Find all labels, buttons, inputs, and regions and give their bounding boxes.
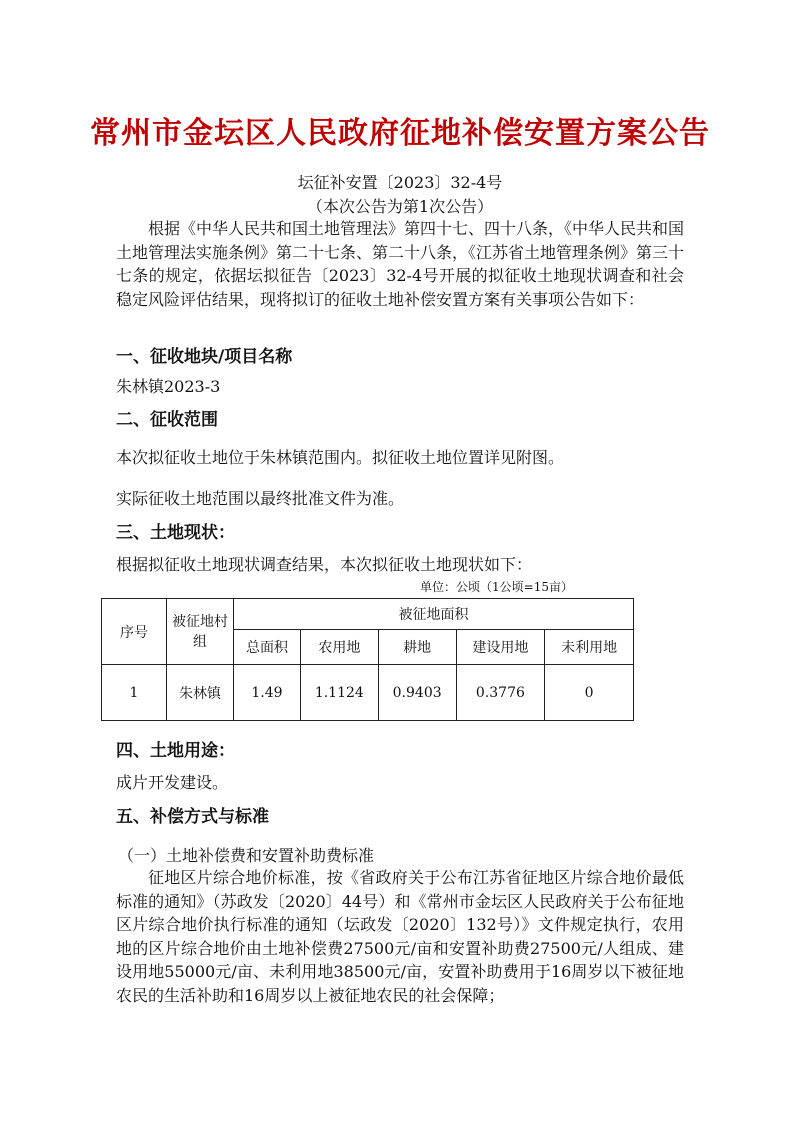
document-number: 坛征补安置〔2023〕32-4号 [297,173,503,192]
cell-village-group: 朱林镇 [167,665,234,721]
status-text: 根据拟征收土地现状调查结果，本次拟征收土地现状如下： [116,555,533,574]
project-name: 朱林镇2023-3 [116,377,221,396]
section-2-heading: 二、征收范围 [116,410,218,430]
header-construction: 建设用地 [456,630,545,665]
header-village-group: 被征地村组 [167,599,234,665]
subsection-heading: （一）土地补偿费和安置补助费标准 [118,846,375,865]
land-status-table [101,598,634,721]
section-1-heading: 一、征收地块/项目名称 [116,347,293,367]
header-arable: 耕地 [378,630,456,665]
page-title: 常州市金坛区人民政府征地补偿安置方案公告 [90,116,710,151]
unit-note: 单位：公顷（1公顷=15亩） [420,580,573,594]
header-total-area: 总面积 [234,630,301,665]
cell-index: 1 [102,665,167,721]
section-5-heading: 五、补偿方式与标准 [116,807,269,827]
header-index: 序号 [102,599,167,665]
compensation-paragraph: 征地区片综合地价标准，按《省政府关于公布江苏省征地区片综合地价最低标准的通知》（苏政发〔2020〕44号）和《常州市金坛区人民政府关于公布征地区片综合地价执行标准的通知（坛政发〔2020〕132号）》文件规定执行，农用地的区片综合地价由土地补偿费27500元/亩和安置补助费27500元/人组成、建设用地55000元/亩、未利用地38500元/亩，安置补助费用于16周岁以下被征地农民的生活补助和16周岁以上被征地农民的社会保障； [116,868,684,1005]
cell-unused: 0 [545,665,634,721]
intro-paragraph: 根据《中华人民共和国土地管理法》第四十七、四十八条，《中华人民共和国土地管理法实施条例》第二十七条、第二十八条，《江苏省土地管理条例》第三十七条的规定，依据坛拟征告〔2023〕32-4号开展的拟征收土地现状调查和社会稳定风险评估结果，现将拟订的征收土地补偿安置方案有关事项公告如下： [116,219,685,309]
scope-text-2: 实际征收土地范围以最终批准文件为准。 [116,489,405,508]
header-land-area: 被征地面积 [234,599,634,630]
cell-total-area: 1.49 [234,665,301,721]
cell-construction: 0.3776 [456,665,545,721]
table-row [102,665,634,721]
header-agricultural: 农用地 [300,630,378,665]
scope-text-1: 本次拟征收土地位于朱林镇范围内。拟征收土地位置详见附图。 [116,448,565,467]
announcement-round: （本次公告为第1次公告） [306,197,494,216]
section-3-heading: 三、土地现状： [116,523,235,543]
section-4-heading: 四、土地用途： [116,741,235,761]
land-use-text: 成片开发建设。 [116,773,229,792]
header-unused: 未利用地 [545,630,634,665]
cell-agricultural: 1.1124 [300,665,378,721]
cell-arable: 0.9403 [378,665,456,721]
